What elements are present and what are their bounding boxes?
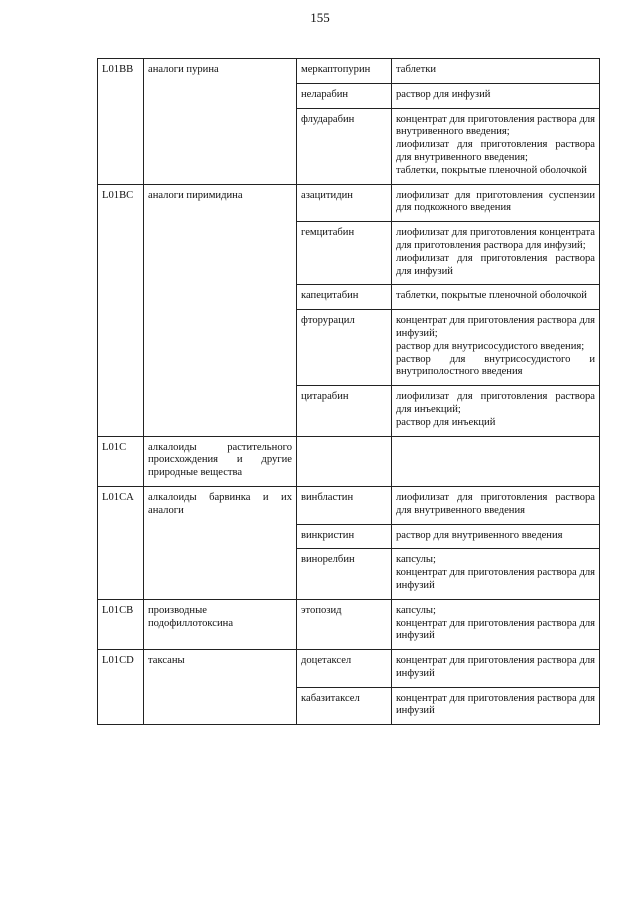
dosage-forms [392,650,600,688]
table-body [98,59,600,725]
dosage-forms [392,599,600,649]
dosage-forms [392,687,600,725]
drug-name: винкристин [297,524,392,549]
table-row [98,486,600,524]
dosage-form: лиофилизат для приготовления суспензии для подкожного введения [396,189,595,214]
drug-name: капецитабин [297,285,392,310]
dosage-forms [392,59,600,84]
table-row [98,599,600,649]
drug-name [297,436,392,486]
dosage-form: капсулы; [396,604,436,616]
drug-name: доцетаксел [297,650,392,688]
dosage-form: таблетки, покрытые пленочной оболочкой [396,164,587,176]
dosage-forms [392,222,600,285]
drug-name: неларабин [297,83,392,108]
drug-name: фторурацил [297,310,392,386]
dosage-form: концентрат для приготовления раствора для инфузий [396,617,595,642]
dosage-form: раствор для внутривенного введения [396,529,563,541]
dosage-form: раствор для внутрисосудистого введения; [396,340,585,352]
dosage-form: таблетки, покрытые пленочной оболочкой [396,290,587,302]
dosage-forms [392,184,600,222]
dosage-form: раствор для внутрисосудистого и внутриполостного введения [396,353,595,378]
dosage-form: раствор для инфузий [396,88,491,100]
dosage-form: концентрат для приготовления раствора для внутривенного введения; [396,113,595,138]
table-row [98,436,600,486]
drug-name: флударабин [297,108,392,184]
drug-name: цитарабин [297,386,392,436]
drug-name: этопозид [297,599,392,649]
dosage-form: лиофилизат для приготовления раствора для инфузий [396,252,595,277]
dosage-forms [392,486,600,524]
drug-name: азацитидин [297,184,392,222]
dosage-forms [392,83,600,108]
group-name: аналоги пиримидина [144,184,297,436]
atc-code: L01CB [98,599,144,649]
drug-name: меркаптопурин [297,59,392,84]
table-row [98,59,600,84]
dosage-forms [392,386,600,436]
group-name: алкалоиды растительного происхождения и другие природные вещества [144,436,297,486]
dosage-form: лиофилизат для приготовления раствора для внутривенного введения; [396,139,595,163]
drug-name: винорелбин [297,549,392,599]
dosage-form: лиофилизат для приготовления раствора для внутривенного введения [396,491,595,516]
table-row [98,184,600,222]
drug-name: кабазитаксел [297,687,392,725]
dosage-forms [392,549,600,599]
dosage-form: концентрат для приготовления раствора для инфузий [396,692,595,717]
dosage-form: раствор для инъекций [396,416,496,428]
group-name: производные подофиллотоксина [144,599,297,649]
group-name: таксаны [144,650,297,725]
dosage-forms [392,436,600,486]
dosage-form: концентрат для приготовления раствора для инфузий [396,655,595,679]
atc-code: L01CD [98,650,144,725]
drug-name: винбластин [297,486,392,524]
atc-code: L01BC [98,184,144,436]
drug-name: гемцитабин [297,222,392,285]
dosage-forms [392,285,600,310]
atc-code: L01CA [98,486,144,599]
dosage-form: таблетки [396,64,437,75]
dosage-form: концентрат для приготовления раствора для инфузий; [396,315,595,339]
dosage-forms [392,310,600,386]
table-row [98,650,600,688]
group-name: аналоги пурина [144,59,297,185]
dosage-forms [392,524,600,549]
drug-table [97,58,600,725]
dosage-forms [392,108,600,184]
dosage-form: лиофилизат для приготовления концентрата для приготовления раствора для инфузий; [396,227,595,251]
dosage-form: концентрат для приготовления раствора для инфузий [396,567,595,591]
dosage-form: лиофилизат для приготовления раствора для инъекций; [396,391,595,415]
page-number: 155 [310,10,330,25]
atc-code: L01C [98,436,144,486]
group-name: алкалоиды барвинка и их аналоги [144,486,297,599]
dosage-form: капсулы; [396,554,436,566]
atc-code: L01BB [98,59,144,185]
